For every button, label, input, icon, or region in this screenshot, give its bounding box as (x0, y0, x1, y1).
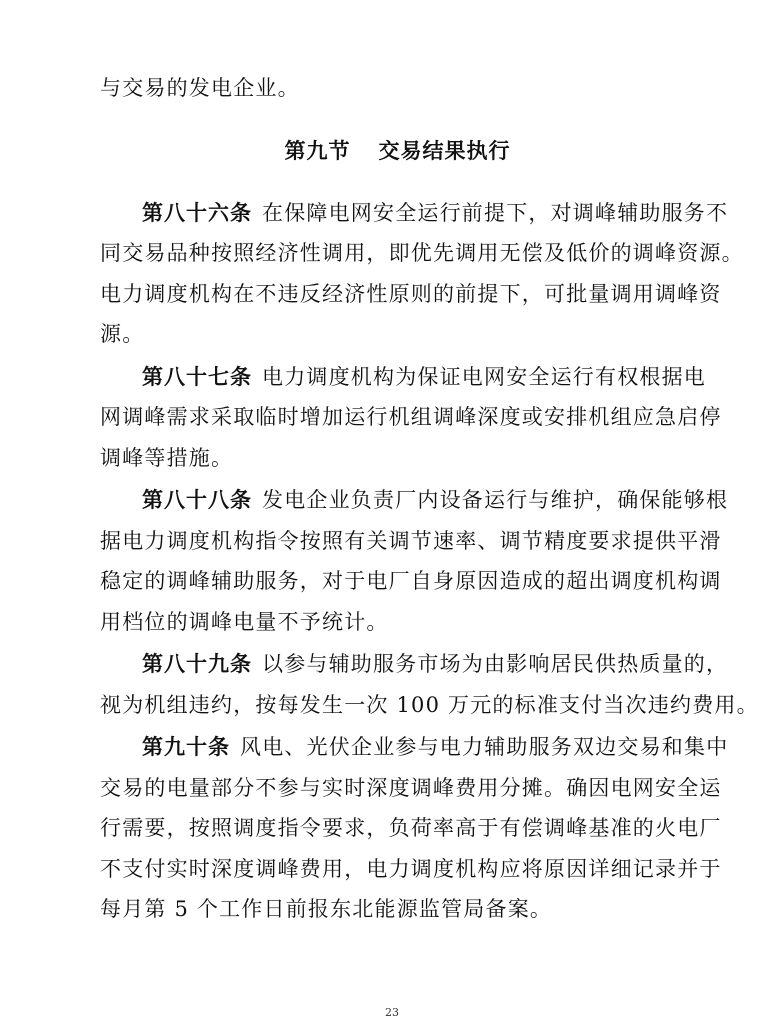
article-line: 电力调度机构在不违反经济性原则的前提下，可批量调用调峰资 (100, 281, 722, 306)
article-line: 视为机组违约，按每发生一次 100 万元的标准支付当次违约费用。 (100, 692, 759, 717)
article-text: 以参与辅助服务市场为由影响居民供热质量的， (262, 652, 729, 676)
article-first-line (100, 644, 729, 685)
article-90 (100, 727, 729, 930)
article-89 (100, 644, 759, 725)
article-first-line (100, 727, 729, 768)
section-heading (100, 131, 695, 171)
article-first-line (100, 193, 729, 234)
article-text: 电力调度机构为保证电网安全运行有权根据电 (262, 364, 706, 389)
article-line: 不支付实时深度调峰费用，电力调度机构应将原因详细记录并于 (100, 856, 722, 881)
article-number: 第八十九条 (142, 652, 252, 676)
article-number: 第八十六条 (142, 200, 252, 225)
page-number: 23 (385, 1006, 399, 1019)
article-line: 交易的电量部分不参与实时深度调峰费用分摊。确因电网安全运 (100, 775, 722, 800)
article-87 (100, 357, 722, 479)
article-line: 调峰等措施。 (100, 445, 234, 470)
article-text: 风电、光伏企业参与电力辅助服务双边交易和集中 (240, 735, 729, 759)
article-first-line (100, 357, 706, 398)
article-line: 据电力调度机构指令按照有关调节速率、调节精度要求提供平滑 (100, 528, 722, 553)
article-text: 发电企业负责厂内设备运行与维护，确保能够根 (262, 488, 729, 512)
article-88 (100, 480, 729, 642)
article-text: 在保障电网安全运行前提下，对调峰辅助服务不 (262, 200, 729, 225)
article-line: 源。 (100, 322, 145, 346)
article-first-line (100, 480, 729, 521)
page-content (100, 68, 759, 930)
section-title: 交易结果执行 (378, 138, 511, 163)
article-line: 每月第 5 个工作日前报东北能源监管局备案。 (100, 897, 553, 921)
intro-line: 与交易的发电企业。 (100, 76, 300, 100)
article-number: 第九十条 (142, 735, 230, 759)
article-number: 第八十八条 (142, 488, 252, 512)
article-line: 用档位的调峰电量不予统计。 (100, 609, 389, 634)
article-line: 行需要，按照调度指令要求，负荷率高于有偿调峰基准的火电厂 (100, 816, 722, 840)
article-line: 同交易品种按照经济性调用，即优先调用无偿及低价的调峰资源。 (100, 241, 744, 265)
section-number: 第九节 (284, 138, 351, 163)
article-number: 第八十七条 (142, 364, 252, 389)
article-86 (100, 193, 744, 355)
article-line: 网调峰需求采取临时增加运行机组调峰深度或安排机组应急启停 (100, 405, 722, 429)
article-line: 稳定的调峰辅助服务，对于电厂自身原因造成的超出调度机构调 (100, 569, 722, 593)
